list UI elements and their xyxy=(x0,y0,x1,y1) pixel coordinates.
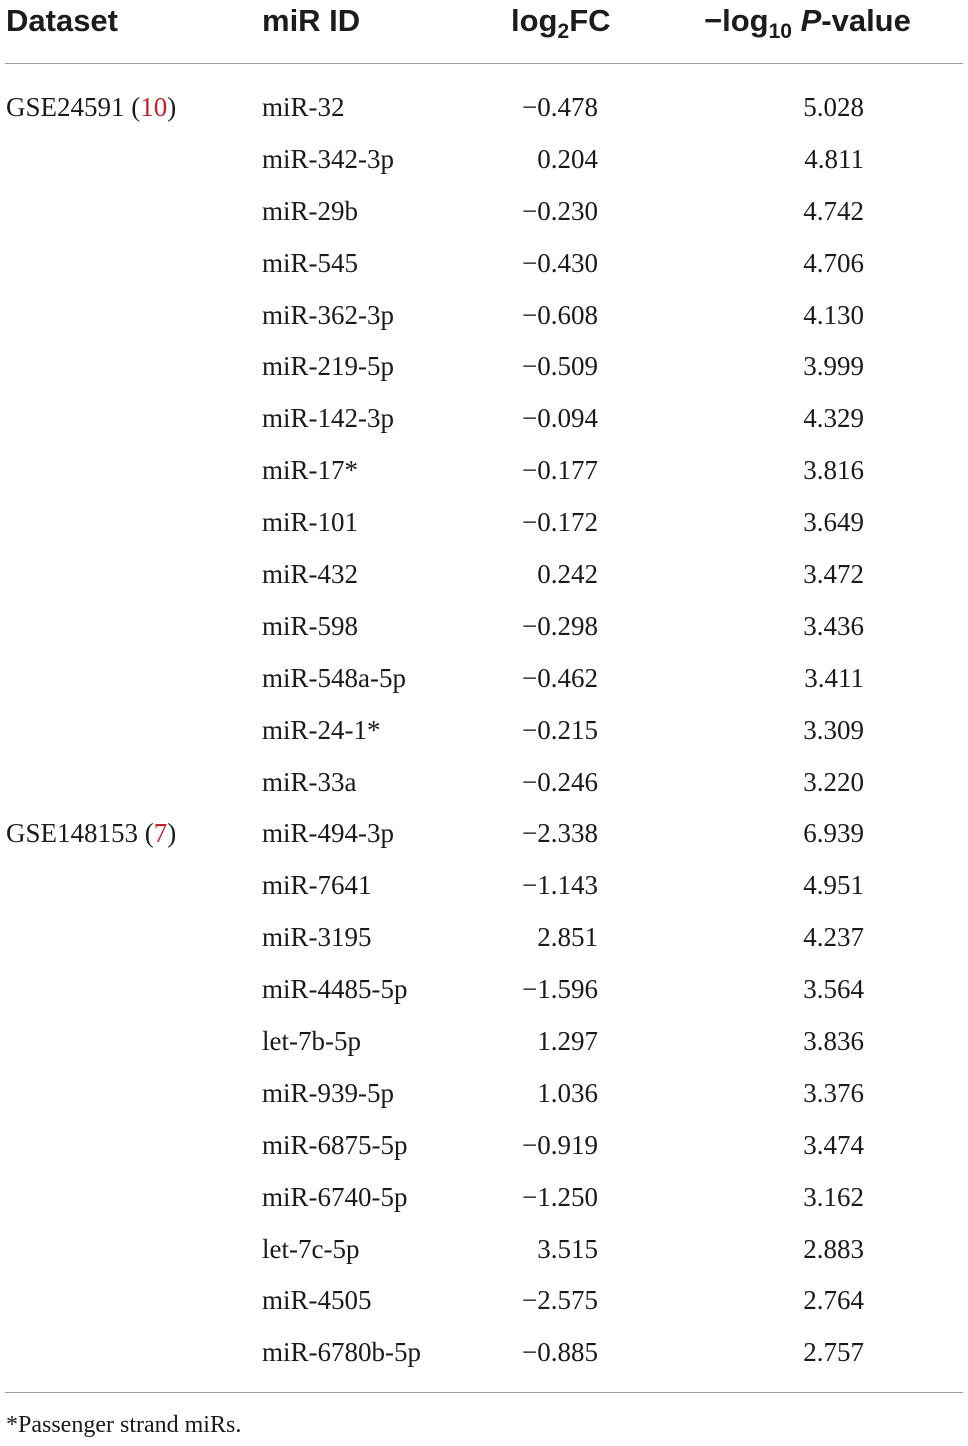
mir-id-cell: miR-432 xyxy=(262,559,359,590)
log2fc-cell: −0.246 xyxy=(522,766,598,797)
table-row xyxy=(0,549,968,601)
mir-id-cell: miR-494-3p xyxy=(262,818,394,849)
table-header xyxy=(0,0,968,44)
table-row xyxy=(0,705,968,757)
mir-id-cell: miR-598 xyxy=(262,610,359,641)
header-log2fc-suffix: FC xyxy=(569,3,611,38)
pvalue-cell: 2.764 xyxy=(803,1285,864,1316)
pvalue-cell: 3.162 xyxy=(803,1181,864,1212)
header-mir-id: miR ID xyxy=(262,3,361,38)
log2fc-cell: 2.851 xyxy=(537,922,598,953)
pvalue-cell: 4.951 xyxy=(803,870,864,901)
table-row xyxy=(0,912,968,964)
pvalue-cell: 3.472 xyxy=(803,559,864,590)
header-pvalue-space xyxy=(792,3,801,38)
mir-id-cell: miR-6875-5p xyxy=(262,1129,408,1160)
mir-id-cell: miR-6780b-5p xyxy=(262,1337,421,1368)
pvalue-cell: 6.939 xyxy=(803,818,864,849)
log2fc-cell: −0.172 xyxy=(522,507,598,538)
pvalue-cell: 3.376 xyxy=(803,1077,864,1108)
table-row xyxy=(0,1275,968,1327)
mir-id-cell: miR-17* xyxy=(262,455,359,486)
header-dataset: Dataset xyxy=(6,3,118,38)
table-body xyxy=(0,82,968,1379)
table-row xyxy=(0,1068,968,1120)
pvalue-cell: 3.836 xyxy=(803,1026,864,1057)
table-row xyxy=(0,1224,968,1276)
pvalue-cell: 4.237 xyxy=(803,922,864,953)
log2fc-cell: 3.515 xyxy=(537,1233,598,1264)
mir-id-cell: miR-4485-5p xyxy=(262,974,408,1005)
pvalue-cell: 2.757 xyxy=(803,1337,864,1368)
log2fc-cell: −0.215 xyxy=(522,714,598,745)
table-row xyxy=(0,601,968,653)
log2fc-cell: −2.338 xyxy=(522,818,598,849)
log2fc-cell: −0.430 xyxy=(522,247,598,278)
pvalue-cell: 3.474 xyxy=(803,1129,864,1160)
log2fc-cell: −1.250 xyxy=(522,1181,598,1212)
table-row xyxy=(0,1327,968,1379)
pvalue-cell: 3.564 xyxy=(803,974,864,1005)
table-row xyxy=(0,1120,968,1172)
mir-id-cell: miR-29b xyxy=(262,195,359,226)
mir-id-cell: miR-219-5p xyxy=(262,351,394,382)
bottom-rule xyxy=(5,1392,963,1393)
pvalue-cell: 5.028 xyxy=(803,92,864,122)
header-pvalue-subscript: 10 xyxy=(768,20,792,43)
header-pvalue xyxy=(704,2,911,44)
log2fc-cell: −0.478 xyxy=(522,92,598,122)
mir-id-cell: miR-342-3p xyxy=(262,143,394,174)
dataset-name: GSE148153 xyxy=(6,818,139,849)
header-pvalue-suffix: -value xyxy=(821,3,911,38)
log2fc-cell: −0.094 xyxy=(522,403,598,434)
mir-id-cell: miR-101 xyxy=(262,507,359,538)
mir-id-cell: miR-548a-5p xyxy=(262,662,406,693)
reference-link[interactable]: 7 xyxy=(153,818,168,849)
table-row xyxy=(0,808,968,860)
table-row xyxy=(0,341,968,393)
pvalue-cell: 3.649 xyxy=(803,507,864,538)
dataset-name: GSE24591 xyxy=(6,92,125,122)
header-pvalue-prefix: −log xyxy=(704,3,769,38)
pvalue-cell: 4.329 xyxy=(803,403,864,434)
pvalue-cell: 4.811 xyxy=(804,143,864,174)
pvalue-cell: 3.999 xyxy=(803,351,864,382)
log2fc-cell: 1.036 xyxy=(537,1077,598,1108)
top-rule xyxy=(5,63,963,64)
mir-id-cell: miR-939-5p xyxy=(262,1077,394,1108)
header-log2fc-subscript: 2 xyxy=(557,20,570,43)
pvalue-cell: 4.706 xyxy=(803,247,864,278)
table-row xyxy=(0,653,968,705)
table-row xyxy=(0,393,968,445)
table-footnote: *Passenger strand miRs. xyxy=(6,1412,242,1438)
log2fc-cell: −0.509 xyxy=(522,351,598,382)
log2fc-cell: −0.462 xyxy=(522,662,598,693)
pvalue-cell: 4.742 xyxy=(803,195,864,226)
log2fc-cell: −0.230 xyxy=(522,195,598,226)
reference-link[interactable]: 10 xyxy=(140,92,168,122)
pvalue-cell: 3.436 xyxy=(803,610,864,641)
log2fc-cell: −0.885 xyxy=(522,1337,598,1368)
mir-id-cell: miR-3195 xyxy=(262,922,372,953)
mir-id-cell: miR-32 xyxy=(262,92,345,122)
log2fc-cell: −0.298 xyxy=(522,610,598,641)
dataset-cell: GSE24591 (10) xyxy=(6,92,177,122)
mir-id-cell: let-7b-5p xyxy=(262,1026,361,1057)
header-log2fc-prefix: log xyxy=(511,3,558,38)
mir-id-cell: miR-7641 xyxy=(262,870,372,901)
mir-id-cell: miR-6740-5p xyxy=(262,1181,408,1212)
header-log2fc xyxy=(511,2,611,44)
log2fc-cell: −2.575 xyxy=(522,1285,598,1316)
table-row xyxy=(0,1016,968,1068)
log2fc-cell: 0.204 xyxy=(537,143,598,174)
table-row xyxy=(0,860,968,912)
table-row xyxy=(0,964,968,1016)
mir-id-cell: miR-142-3p xyxy=(262,403,394,434)
table-row xyxy=(0,290,968,342)
table-row xyxy=(0,238,968,290)
mir-id-cell: let-7c-5p xyxy=(262,1233,360,1264)
mir-id-cell: miR-362-3p xyxy=(262,299,394,330)
pvalue-cell: 3.411 xyxy=(804,662,864,693)
mir-id-cell: miR-33a xyxy=(262,766,357,797)
log2fc-cell: 0.242 xyxy=(537,559,598,590)
pvalue-cell: 3.220 xyxy=(803,766,864,797)
log2fc-cell: −0.919 xyxy=(522,1129,598,1160)
mir-id-cell: miR-4505 xyxy=(262,1285,372,1316)
dataset-cell: GSE148153 (7) xyxy=(6,818,177,849)
mir-id-cell: miR-545 xyxy=(262,247,359,278)
table-row xyxy=(0,186,968,238)
log2fc-cell: 1.297 xyxy=(537,1026,598,1057)
pvalue-cell: 3.816 xyxy=(803,455,864,486)
pvalue-cell: 3.309 xyxy=(803,714,864,745)
log2fc-cell: −0.608 xyxy=(522,299,598,330)
mir-id-cell: miR-24-1* xyxy=(262,714,381,745)
table-row xyxy=(0,445,968,497)
table-row xyxy=(0,82,968,134)
table-row xyxy=(0,134,968,186)
pvalue-cell: 2.883 xyxy=(803,1233,864,1264)
log2fc-cell: −0.177 xyxy=(522,455,598,486)
header-pvalue-italic: P xyxy=(800,3,822,38)
table-row xyxy=(0,757,968,809)
log2fc-cell: −1.143 xyxy=(522,870,598,901)
table-row xyxy=(0,1172,968,1224)
log2fc-cell: −1.596 xyxy=(522,974,598,1005)
pvalue-cell: 4.130 xyxy=(803,299,864,330)
table-row xyxy=(0,497,968,549)
